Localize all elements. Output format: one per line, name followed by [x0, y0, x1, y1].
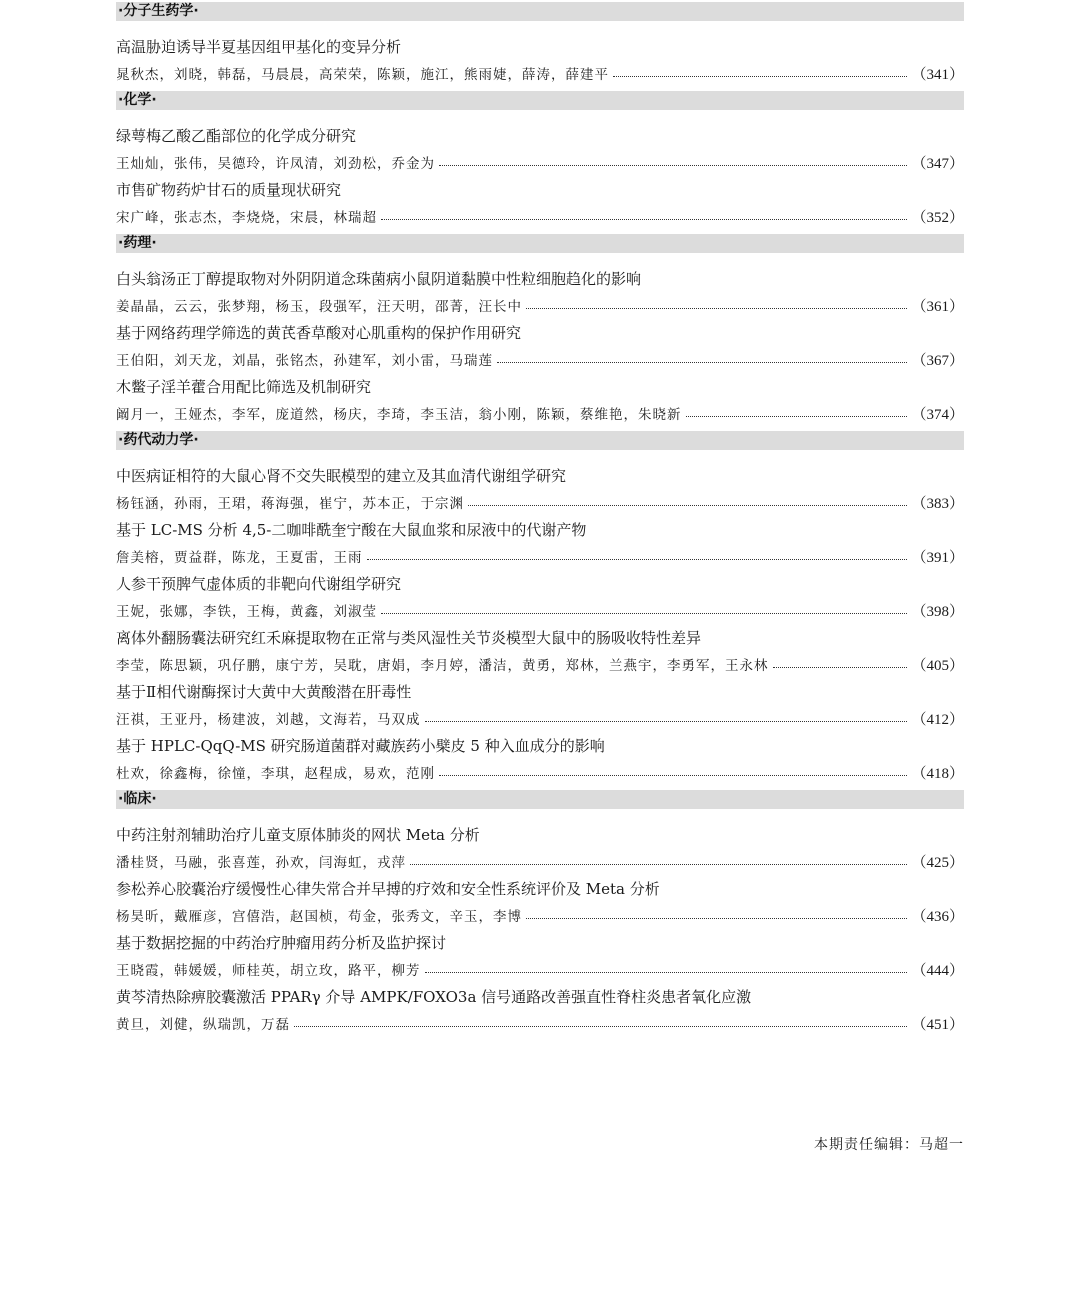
section-header: ·药理·	[116, 234, 964, 253]
dot-leader	[526, 912, 907, 919]
article-meta	[116, 907, 964, 928]
toc-section	[116, 91, 964, 229]
article-title[interactable]: 离体外翻肠囊法研究红禾麻提取物在正常与类风湿性关节炎模型大鼠中的肠吸收特性差异	[116, 629, 702, 647]
article-authors: 杨钰涵，孙雨，王珺，蒋海强，崔宁，苏本正，于宗渊	[116, 496, 464, 512]
dot-leader	[686, 410, 908, 417]
article-authors: 姜晶晶，云云，张梦翔，杨玉，段强军，汪天明，邵菁，汪长中	[116, 299, 522, 315]
article-meta	[116, 764, 964, 785]
article-title[interactable]: 基于网络药理学筛选的黄芪香草酸对心肌重构的保护作用研究	[116, 324, 522, 342]
article-title[interactable]: 黄芩清热除痹胶囊激活 PPARγ 介导 AMPK/FOXO3a 信号通路改善强直性脊柱炎患者氧化应激	[116, 988, 752, 1006]
page-number[interactable]: （418）	[911, 766, 964, 782]
article-authors: 汪祺，王亚丹，杨建波，刘越，文海若，马双成	[116, 712, 421, 728]
toc-section	[116, 234, 964, 426]
page-number[interactable]: （347）	[911, 156, 964, 172]
dot-leader	[381, 607, 907, 614]
article-entry[interactable]	[116, 269, 964, 318]
article-entry[interactable]	[116, 377, 964, 426]
page-number[interactable]: （444）	[911, 963, 964, 979]
article-title[interactable]: 人参干预脾气虚体质的非靶向代谢组学研究	[116, 575, 402, 593]
article-entry[interactable]	[116, 574, 964, 623]
dot-leader	[526, 302, 907, 309]
page-number[interactable]: （425）	[911, 855, 964, 871]
article-authors: 王晓霞，韩媛媛，师桂英，胡立玫，路平，柳芳	[116, 963, 421, 979]
article-meta	[116, 853, 964, 874]
page-number[interactable]: （352）	[911, 210, 964, 226]
article-meta	[116, 1015, 964, 1036]
section-header: ·分子生药学·	[116, 2, 964, 21]
page-number[interactable]: （367）	[911, 353, 964, 369]
article-title[interactable]: 市售矿物药炉甘石的质量现状研究	[116, 181, 342, 199]
article-title[interactable]: 中药注射剂辅助治疗儿童支原体肺炎的网状 Meta 分析	[116, 826, 480, 844]
page-number[interactable]: （383）	[911, 496, 964, 512]
article-authors: 詹美榕，贾益群，陈龙，王夏雷，王雨	[116, 550, 363, 566]
dot-leader	[425, 966, 908, 973]
page-number[interactable]: （451）	[911, 1017, 964, 1033]
page-number[interactable]: （405）	[911, 658, 964, 674]
responsible-editor: 本期责任编辑：马超一	[814, 1137, 964, 1153]
article-meta	[116, 961, 964, 982]
article-title[interactable]: 高温胁迫诱导半夏基因组甲基化的变异分析	[116, 38, 402, 56]
article-meta	[116, 297, 964, 318]
article-entry[interactable]	[116, 180, 964, 229]
article-authors: 王伯阳，刘天龙，刘晶，张铭杰，孙建军，刘小雷，马瑞莲	[116, 353, 493, 369]
article-authors: 李莹，陈思颖，巩仔鹏，康宁芳，吴耽，唐娟，李月婷，潘洁，黄勇，郑林，兰燕宇，李勇军，王永林	[116, 658, 769, 674]
page-number[interactable]: （412）	[911, 712, 964, 728]
article-authors: 杨昊昕，戴雁彦，宫僖浩，赵国桢，苟金，张秀文，辛玉，李博	[116, 909, 522, 925]
dot-leader	[468, 499, 907, 506]
dot-leader	[613, 70, 907, 77]
article-authors: 王妮，张娜，李铁，王梅，黄鑫，刘淑莹	[116, 604, 377, 620]
article-meta	[116, 710, 964, 731]
article-authors: 杜欢，徐鑫梅，徐憧，李琪，赵程成，易欢，范刚	[116, 766, 435, 782]
article-entry[interactable]	[116, 323, 964, 372]
article-entry[interactable]	[116, 126, 964, 175]
page-number[interactable]: （436）	[911, 909, 964, 925]
dot-leader	[381, 213, 907, 220]
article-meta	[116, 405, 964, 426]
article-meta	[116, 351, 964, 372]
article-title[interactable]: 基于 HPLC-QqQ-MS 研究肠道菌群对藏族药小檗皮 5 种入血成分的影响	[116, 737, 605, 755]
toc-section	[116, 790, 964, 1036]
article-entry[interactable]	[116, 825, 964, 874]
article-meta	[116, 548, 964, 569]
section-header: ·药代动力学·	[116, 431, 964, 450]
article-meta	[116, 208, 964, 229]
article-authors: 阚月一，王娅杰，李军，庞道然，杨庆，李琦，李玉洁，翁小刚，陈颖，蔡维艳，朱晓新	[116, 407, 682, 423]
article-meta	[116, 154, 964, 175]
section-header: ·化学·	[116, 91, 964, 110]
article-entry[interactable]	[116, 682, 964, 731]
page-number[interactable]: （391）	[911, 550, 964, 566]
article-authors: 潘桂贤，马融，张喜莲，孙欢，闫海虹，戎萍	[116, 855, 406, 871]
article-title[interactable]: 基于Ⅱ相代谢酶探讨大黄中大黄酸潜在肝毒性	[116, 683, 412, 701]
article-entry[interactable]	[116, 520, 964, 569]
dot-leader	[497, 356, 907, 363]
article-authors: 晁秋杰，刘晓，韩磊，马晨晨，高荣荣，陈颖，施江，熊雨婕，薛涛，薛建平	[116, 67, 609, 83]
dot-leader	[773, 661, 908, 668]
article-meta	[116, 656, 964, 677]
article-entry[interactable]	[116, 879, 964, 928]
article-entry[interactable]	[116, 37, 964, 86]
article-meta	[116, 65, 964, 86]
dot-leader	[294, 1020, 907, 1027]
dot-leader	[439, 769, 907, 776]
dot-leader	[367, 553, 908, 560]
article-title[interactable]: 绿萼梅乙酸乙酯部位的化学成分研究	[116, 127, 357, 145]
article-title[interactable]: 白头翁汤正丁醇提取物对外阴阴道念珠菌病小鼠阴道黏膜中性粒细胞趋化的影响	[116, 270, 642, 288]
article-authors: 宋广峰，张志杰，李烧烧，宋晨，林瑞超	[116, 210, 377, 226]
page-number[interactable]: （361）	[911, 299, 964, 315]
toc-section	[116, 431, 964, 785]
dot-leader	[439, 159, 907, 166]
article-meta	[116, 602, 964, 623]
article-entry[interactable]	[116, 628, 964, 677]
article-entry[interactable]	[116, 466, 964, 515]
toc-section	[116, 2, 964, 86]
article-title[interactable]: 基于数据挖掘的中药治疗肿瘤用药分析及监护探讨	[116, 934, 447, 952]
article-title[interactable]: 参松养心胶囊治疗缓慢性心律失常合并早搏的疗效和安全性系统评价及 Meta 分析	[116, 880, 660, 898]
page-number[interactable]: （374）	[911, 407, 964, 423]
article-title[interactable]: 基于 LC-MS 分析 4,5-二咖啡酰奎宁酸在大鼠血浆和尿液中的代谢产物	[116, 521, 587, 539]
article-title[interactable]: 木鳖子淫羊藿合用配比筛选及机制研究	[116, 378, 372, 396]
article-meta	[116, 494, 964, 515]
article-title[interactable]: 中医病证相符的大鼠心肾不交失眠模型的建立及其血清代谢组学研究	[116, 467, 567, 485]
page-number[interactable]: （341）	[911, 67, 964, 83]
dot-leader	[425, 715, 908, 722]
article-authors: 黄旦，刘健，纵瑞凯，万磊	[116, 1017, 290, 1033]
article-entry[interactable]	[116, 736, 964, 785]
article-authors: 王灿灿，张伟，吴德玲，许凤清，刘劲松，乔金为	[116, 156, 435, 172]
article-entry[interactable]	[116, 987, 964, 1036]
page-number[interactable]: （398）	[911, 604, 964, 620]
dot-leader	[410, 858, 907, 865]
article-entry[interactable]	[116, 933, 964, 982]
table-of-contents	[116, 2, 964, 1041]
section-header: ·临床·	[116, 790, 964, 809]
